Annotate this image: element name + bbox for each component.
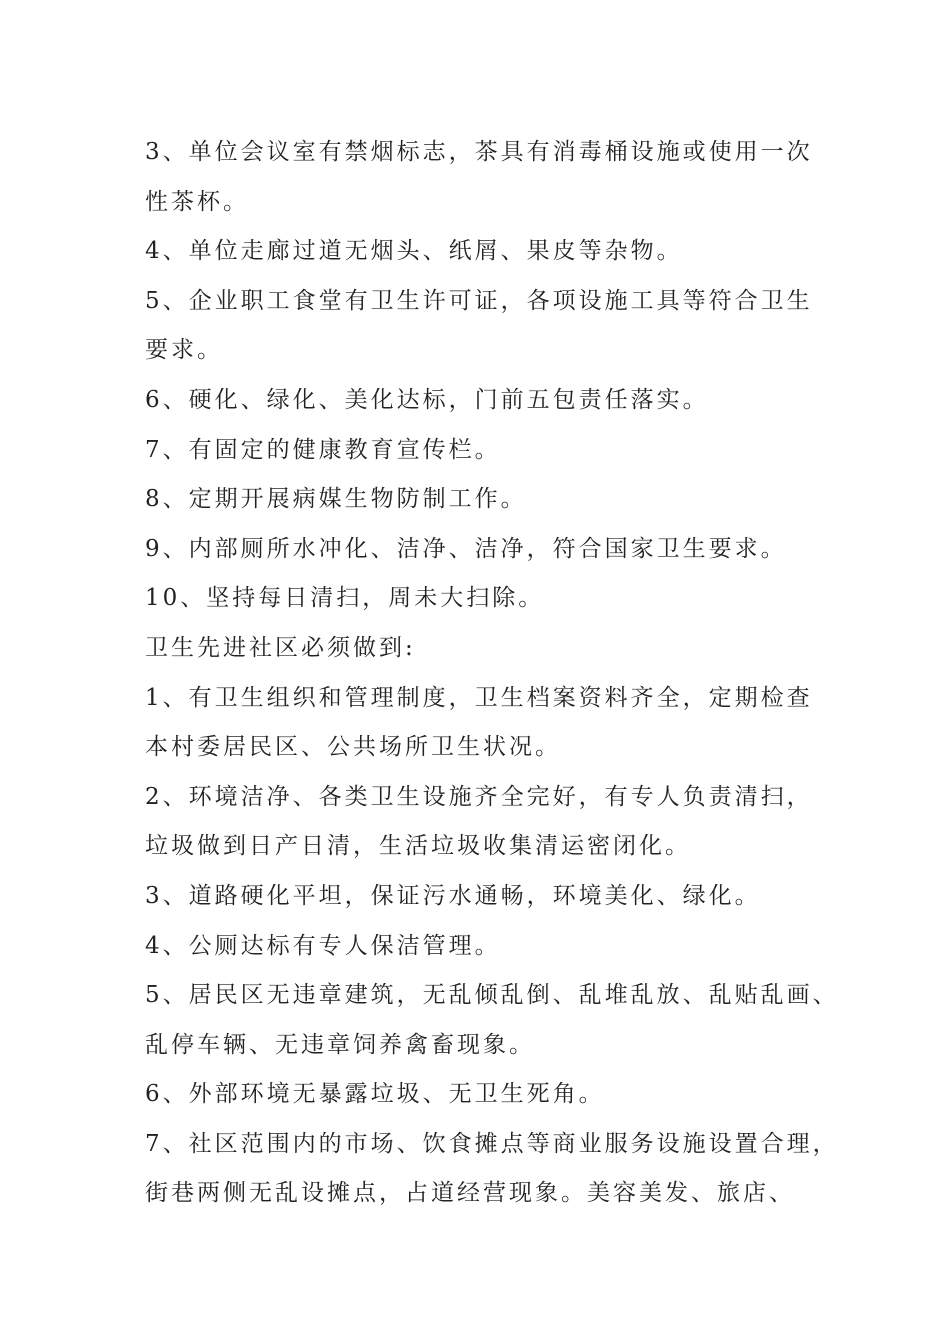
text-line: 7、社区范围内的市场、饮食摊点等商业服务设施设置合理， [145, 1130, 839, 1157]
text-line: 乱停车辆、无违章饲养禽畜现象。 [145, 1031, 535, 1058]
text-line: 8、定期开展病媒生物防制工作。 [145, 486, 527, 513]
text-line: 9、内部厕所水冲化、洁净、洁净，符合国家卫生要求。 [145, 535, 787, 562]
text-line: 6、硬化、绿化、美化达标，门前五包责任落实。 [145, 386, 709, 413]
text-line: 7、有固定的健康教育宣传栏。 [145, 436, 501, 463]
text-line: 4、公厕达标有专人保洁管理。 [145, 932, 501, 959]
text-line: 街巷两侧无乱设摊点，占道经营现象。美容美发、旅店、 [145, 1180, 795, 1207]
text-line: 2、环境洁净、各类卫生设施齐全完好，有专人负责清扫， [145, 783, 813, 810]
text-line: 1、有卫生组织和管理制度，卫生档案资料齐全，定期检查 [145, 684, 813, 711]
text-line: 垃圾做到日产日清，生活垃圾收集清运密闭化。 [145, 833, 691, 860]
section-heading: 卫生先进社区必须做到: [145, 634, 416, 661]
text-line: 5、居民区无违章建筑，无乱倾乱倒、乱堆乱放、乱贴乱画、 [145, 982, 839, 1009]
text-line: 性茶杯。 [145, 188, 249, 215]
text-line: 要求。 [145, 337, 223, 364]
text-line: 3、道路硬化平坦，保证污水通畅，环境美化、绿化。 [145, 882, 761, 909]
text-line: 5、企业职工食堂有卫生许可证，各项设施工具等符合卫生 [145, 287, 813, 314]
text-line: 4、单位走廊过道无烟头、纸屑、果皮等杂物。 [145, 238, 683, 265]
text-line: 6、外部环境无暴露垃圾、无卫生死角。 [145, 1081, 605, 1108]
document-body [145, 132, 839, 1223]
text-line: 10、坚持每日清扫，周未大扫除。 [145, 585, 545, 612]
text-line: 3、单位会议室有禁烟标志，茶具有消毒桶设施或使用一次 [145, 139, 813, 165]
text-line: 本村委居民区、公共场所卫生状况。 [145, 734, 561, 761]
